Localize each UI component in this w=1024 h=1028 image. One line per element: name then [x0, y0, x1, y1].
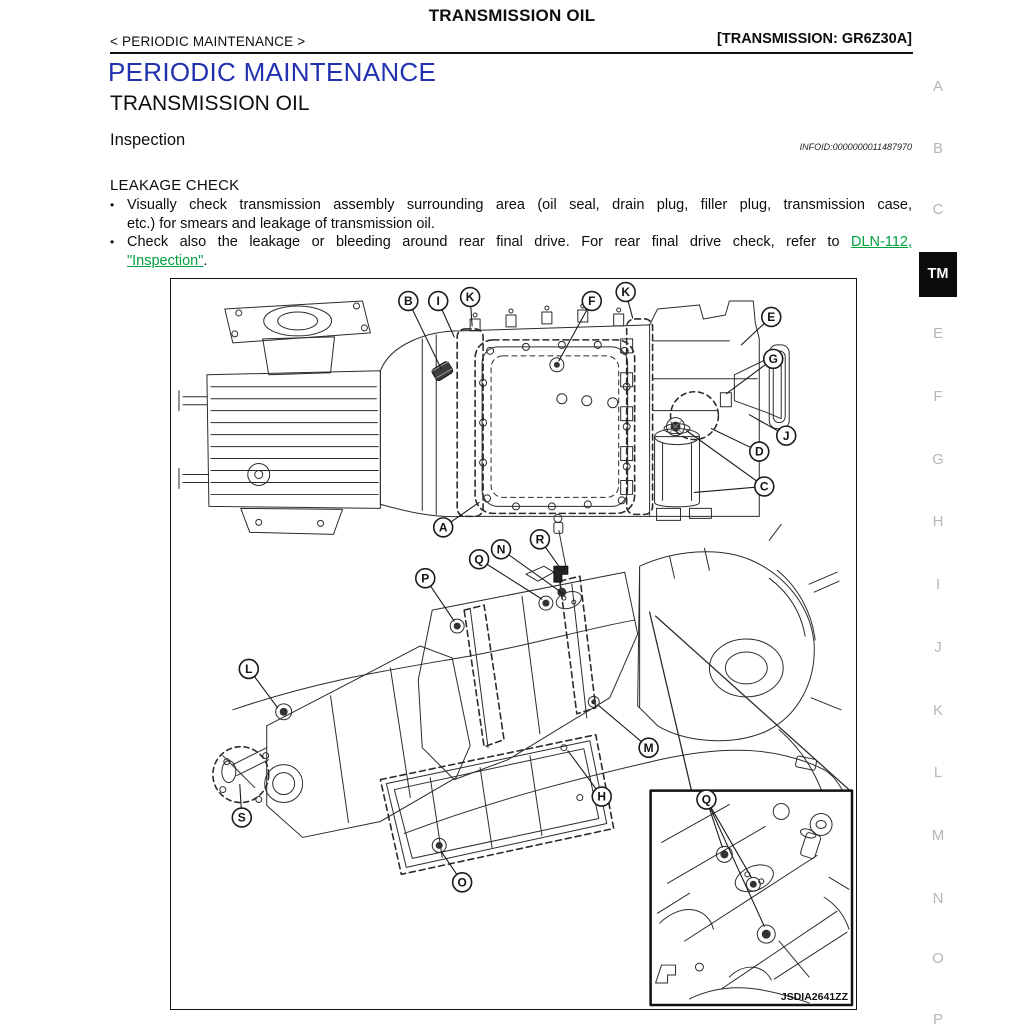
body-text: Check also the leakage or bleeding around rear final drive. For rear final drive check, refer to [127, 234, 852, 251]
topic-title: Inspection [110, 131, 186, 149]
sidebar-tab-a[interactable]: A [932, 78, 943, 95]
sidebar-tab-g[interactable]: G [932, 451, 944, 468]
link-dln-112-inspection[interactable]: DLN-112, [851, 234, 912, 251]
callout-letter-I: I [436, 294, 440, 309]
callout-letter-L: L [245, 662, 253, 677]
top-view-transmission-case [380, 304, 649, 517]
bullet-marker: • [110, 235, 115, 250]
link-dln-112-inspection[interactable]: "Inspection" [127, 252, 204, 269]
body-text: etc.) for smears and leakage of transmission oil. [127, 215, 435, 232]
body-text: . [203, 252, 208, 269]
callout-letter-P: P [421, 571, 430, 586]
bottom-view-main-case [418, 566, 637, 779]
callout-letter-N: N [496, 542, 506, 557]
sidebar-tab-f[interactable]: F [933, 388, 943, 405]
figure-leakage-check-diagram [170, 278, 857, 1010]
page-title: TRANSMISSION OIL [428, 6, 596, 25]
breadcrumb: < PERIODIC MAINTENANCE > [110, 34, 306, 49]
top-view-engine-block [179, 301, 380, 534]
callout-letter-J: J [782, 428, 790, 443]
callout-letter-E: E [767, 310, 776, 325]
transmission-model-tag: [TRANSMISSION: GR6Z30A] [717, 31, 912, 47]
sidebar-tab-h[interactable]: H [932, 513, 944, 530]
infoid-label: INFOID:0000000011487970 [799, 142, 912, 152]
callout-letter-R: R [535, 532, 545, 547]
sidebar-tab-j[interactable]: J [934, 639, 942, 656]
sidebar-tab-e[interactable]: E [932, 325, 943, 342]
bullet-marker: • [110, 198, 115, 212]
sidebar-tab-i[interactable]: I [935, 576, 941, 593]
callout-letter-B: B [403, 294, 413, 309]
subsection-title: TRANSMISSION OIL [110, 92, 310, 115]
sidebar-tab-o[interactable]: O [932, 950, 944, 967]
body-text: Visually check transmission assembly surrounding area (oil seal, drain plug, filler plug, transmission case, [127, 197, 912, 213]
callout-letter-K: K [465, 290, 475, 305]
bullet-list [110, 196, 912, 270]
sidebar-tab-n[interactable]: N [932, 890, 944, 907]
callout-letter-C: C [759, 479, 769, 494]
bullet-item [110, 233, 912, 270]
bottom-view-oil-pan [380, 735, 613, 875]
leakage-check-heading: LEAKAGE CHECK [110, 177, 240, 194]
header-divider [110, 52, 913, 54]
sidebar-tab-c[interactable]: C [932, 201, 944, 218]
callout-letter-Q: Q [701, 792, 712, 807]
sidebar-tab-l[interactable]: L [933, 764, 943, 781]
callout-letter-Q: Q [474, 552, 484, 567]
callout-letter-F: F [588, 294, 596, 309]
callout-letter-A: A [438, 520, 448, 535]
bullet-item [110, 196, 912, 233]
callout-letter-H: H [597, 789, 607, 804]
sidebar-tab-p[interactable]: P [932, 1011, 943, 1028]
filler-plug-b [431, 361, 454, 382]
section-title: PERIODIC MAINTENANCE [108, 57, 437, 87]
callout-letter-G: G [768, 352, 778, 367]
sidebar-tab-b[interactable]: B [932, 140, 943, 157]
callout-letter-M: M [643, 740, 654, 755]
sidebar-tab-tm-active[interactable]: TM [919, 252, 957, 297]
transmission-diagram [171, 279, 856, 1009]
callout-letter-D: D [754, 444, 764, 459]
figure-id: JSDIA2641ZZ [780, 991, 848, 1003]
bottom-view-bell-housing [638, 524, 841, 740]
sidebar-tab-m[interactable]: M [931, 827, 945, 844]
callout-letter-S: S [237, 810, 246, 825]
callout-letter-O: O [457, 875, 467, 890]
callout-letter-K: K [621, 285, 630, 300]
sidebar-tab-k[interactable]: K [932, 702, 943, 719]
